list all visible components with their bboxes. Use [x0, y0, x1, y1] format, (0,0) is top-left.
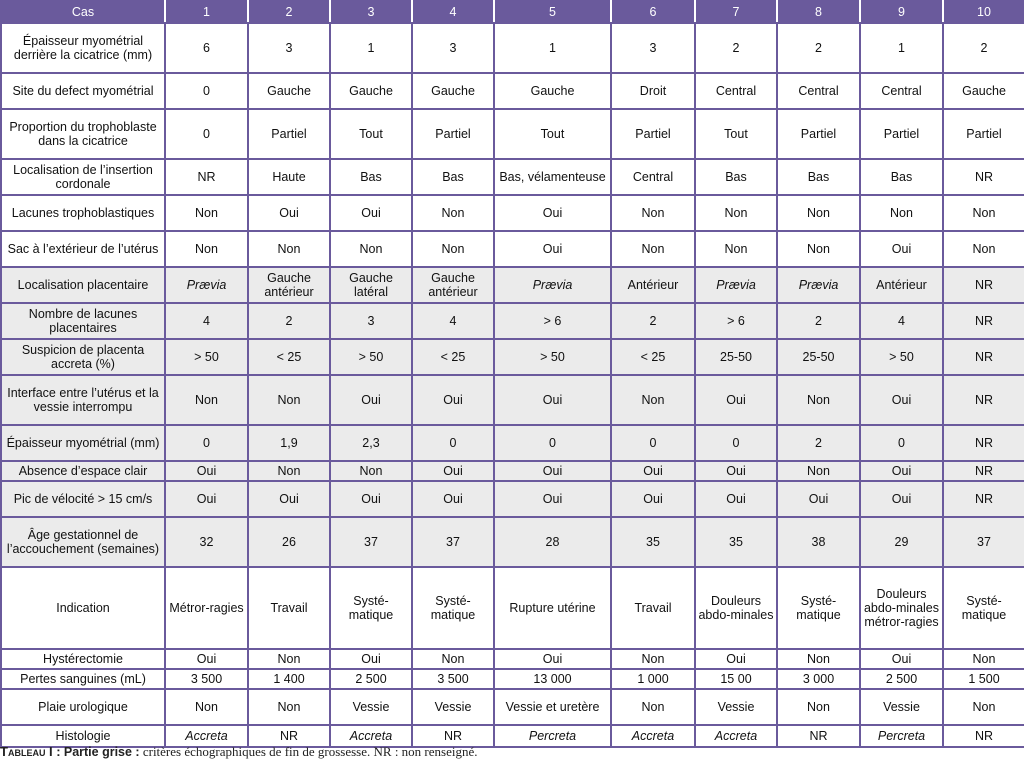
table-cell: Non: [248, 375, 330, 425]
table-cell: Prævia: [165, 267, 248, 303]
table-cell: Oui: [494, 375, 611, 425]
row-label: Absence d’espace clair: [1, 461, 165, 481]
table-cell: Bas: [330, 159, 412, 195]
table-cell: Non: [248, 231, 330, 267]
table-cell: 35: [611, 517, 695, 567]
table-cell: 1 000: [611, 669, 695, 689]
header-cell: 2: [248, 1, 330, 23]
table-cell: 2 500: [860, 669, 943, 689]
table-cell: 1: [494, 23, 611, 73]
caption-label: Tableau I :: [0, 744, 61, 759]
table-row: [1, 669, 1024, 689]
table-cell: Vessie: [695, 689, 777, 725]
table-header-row: [1, 1, 1024, 23]
header-cell: 6: [611, 1, 695, 23]
row-label: Site du defect myométrial: [1, 73, 165, 109]
table-caption: [0, 744, 1024, 760]
table-cell: Oui: [165, 649, 248, 669]
table-cell: 3 000: [777, 669, 860, 689]
table-row: [1, 303, 1024, 339]
table-row: [1, 517, 1024, 567]
table-cell: Antérieur: [860, 267, 943, 303]
table-row: [1, 567, 1024, 649]
table-cell: Oui: [330, 375, 412, 425]
table-cell: Bas: [777, 159, 860, 195]
table-cell: Partiel: [860, 109, 943, 159]
table-cell: 4: [860, 303, 943, 339]
header-cell: Cas: [1, 1, 165, 23]
table-cell: Gauche antérieur: [248, 267, 330, 303]
caption-text: critères échographiques de fin de grossesse. NR : non renseigné.: [142, 744, 478, 759]
table-cell: 3: [412, 23, 494, 73]
table-cell: < 25: [412, 339, 494, 375]
table-cell: NR: [943, 725, 1024, 747]
table-cell: Systé-matique: [777, 567, 860, 649]
table-cell: Oui: [860, 231, 943, 267]
row-label: Nombre de lacunes placentaires: [1, 303, 165, 339]
table-row: [1, 267, 1024, 303]
table-cell: Vessie: [330, 689, 412, 725]
table-cell: 2 500: [330, 669, 412, 689]
table-cell: Gauche: [494, 73, 611, 109]
table-cell: Tout: [330, 109, 412, 159]
table-cell: NR: [943, 481, 1024, 517]
table-cell: Gauche: [943, 73, 1024, 109]
table-cell: 3 500: [412, 669, 494, 689]
table-cell: 25-50: [777, 339, 860, 375]
table-cell: Oui: [860, 481, 943, 517]
table-cell: 37: [412, 517, 494, 567]
table-cell: Antérieur: [611, 267, 695, 303]
table-cell: Douleurs abdo-minales: [695, 567, 777, 649]
table-cell: NR: [777, 725, 860, 747]
table-cell: Non: [611, 195, 695, 231]
table-cell: NR: [943, 303, 1024, 339]
table-cell: Prævia: [494, 267, 611, 303]
table-cell: 3: [330, 303, 412, 339]
table-cell: 2: [777, 303, 860, 339]
table-cell: < 25: [248, 339, 330, 375]
table-cell: Partiel: [943, 109, 1024, 159]
table-cell: Haute: [248, 159, 330, 195]
table-body: [1, 23, 1024, 747]
table-row: [1, 109, 1024, 159]
table-cell: Oui: [412, 375, 494, 425]
table-cell: Accreta: [330, 725, 412, 747]
table-cell: Douleurs abdo-minales métror-ragies: [860, 567, 943, 649]
table-cell: Oui: [412, 461, 494, 481]
header-cell: 4: [412, 1, 494, 23]
table-cell: Rupture utérine: [494, 567, 611, 649]
table-cell: NR: [412, 725, 494, 747]
table-cell: Partiel: [611, 109, 695, 159]
table-cell: Oui: [330, 649, 412, 669]
table-cell: Prævia: [695, 267, 777, 303]
table-cell: 2: [248, 303, 330, 339]
table-cell: Systé-matique: [330, 567, 412, 649]
table-row: [1, 231, 1024, 267]
table-row: [1, 23, 1024, 73]
table-cell: Oui: [248, 195, 330, 231]
table-cell: Vessie: [860, 689, 943, 725]
table-cell: Non: [330, 231, 412, 267]
table-cell: > 50: [330, 339, 412, 375]
table-cell: 0: [412, 425, 494, 461]
table-cell: 13 000: [494, 669, 611, 689]
table-row: [1, 159, 1024, 195]
table-cell: NR: [943, 461, 1024, 481]
table-row: [1, 689, 1024, 725]
table-cell: NR: [943, 159, 1024, 195]
table-cell: Travail: [611, 567, 695, 649]
table-cell: NR: [943, 425, 1024, 461]
table-cell: Central: [860, 73, 943, 109]
table-cell: 1 500: [943, 669, 1024, 689]
table-cell: Accreta: [165, 725, 248, 747]
row-label: Histologie: [1, 725, 165, 747]
table-cell: 3 500: [165, 669, 248, 689]
table-cell: 25-50: [695, 339, 777, 375]
table-cell: Non: [777, 689, 860, 725]
table-cell: Gauche: [412, 73, 494, 109]
table-cell: 38: [777, 517, 860, 567]
header-cell: 10: [943, 1, 1024, 23]
table-cell: Oui: [860, 375, 943, 425]
table-cell: Non: [330, 461, 412, 481]
header-cell: 7: [695, 1, 777, 23]
table-cell: Non: [777, 461, 860, 481]
table-cell: Bas: [860, 159, 943, 195]
header-cell: 9: [860, 1, 943, 23]
table-cell: 37: [943, 517, 1024, 567]
table-row: [1, 339, 1024, 375]
table-cell: Partiel: [412, 109, 494, 159]
table-cell: Métror-ragies: [165, 567, 248, 649]
caption-bold-text: Partie grise :: [63, 745, 140, 759]
table-cell: 0: [860, 425, 943, 461]
table-cell: Accreta: [611, 725, 695, 747]
table-cell: Oui: [494, 231, 611, 267]
table-cell: 1,9: [248, 425, 330, 461]
table-cell: Non: [248, 689, 330, 725]
table-cell: Oui: [165, 461, 248, 481]
table-cell: Central: [611, 159, 695, 195]
table-cell: > 50: [860, 339, 943, 375]
table-cell: > 50: [494, 339, 611, 375]
header-cell: 8: [777, 1, 860, 23]
row-label: Localisation placentaire: [1, 267, 165, 303]
table-cell: Partiel: [777, 109, 860, 159]
table-cell: 2: [777, 23, 860, 73]
table-cell: Oui: [494, 481, 611, 517]
table-cell: NR: [165, 159, 248, 195]
table-cell: Non: [611, 689, 695, 725]
table-row: [1, 195, 1024, 231]
table-cell: Non: [248, 461, 330, 481]
table-cell: Vessie et uretère: [494, 689, 611, 725]
table-cell: Bas: [412, 159, 494, 195]
table-row: [1, 73, 1024, 109]
table-cell: Non: [695, 195, 777, 231]
table-cell: 3: [611, 23, 695, 73]
table-cell: 2: [777, 425, 860, 461]
table-cell: NR: [943, 267, 1024, 303]
row-label: Lacunes trophoblastiques: [1, 195, 165, 231]
table-row: [1, 375, 1024, 425]
table-cell: Non: [248, 649, 330, 669]
table-cell: 2: [695, 23, 777, 73]
table-cell: Non: [777, 195, 860, 231]
table-row: [1, 481, 1024, 517]
table-cell: Non: [165, 195, 248, 231]
table-cell: Bas: [695, 159, 777, 195]
table-cell: Non: [611, 649, 695, 669]
row-label: Interface entre l’utérus et la vessie interrompu: [1, 375, 165, 425]
table-cell: Gauche: [330, 73, 412, 109]
table-cell: Oui: [494, 195, 611, 231]
table-cell: Non: [412, 649, 494, 669]
table-cell: 0: [695, 425, 777, 461]
table-cell: 0: [494, 425, 611, 461]
table-cell: > 6: [494, 303, 611, 339]
table-cell: 0: [165, 109, 248, 159]
table-cell: Systé-matique: [943, 567, 1024, 649]
row-label: Sac à l’extérieur de l’utérus: [1, 231, 165, 267]
table-cell: Oui: [165, 481, 248, 517]
table-cell: Percreta: [494, 725, 611, 747]
table-cell: 6: [165, 23, 248, 73]
table-cell: Oui: [611, 481, 695, 517]
row-label: Hystérectomie: [1, 649, 165, 669]
table-cell: 1: [330, 23, 412, 73]
table-cell: Oui: [860, 461, 943, 481]
table-cell: Oui: [611, 461, 695, 481]
table-cell: Systé-matique: [412, 567, 494, 649]
table-cell: < 25: [611, 339, 695, 375]
table-cell: Non: [943, 649, 1024, 669]
table-cell: Accreta: [695, 725, 777, 747]
table-cell: Oui: [330, 481, 412, 517]
table-cell: Tout: [494, 109, 611, 159]
table-row: [1, 425, 1024, 461]
table-cell: Non: [860, 195, 943, 231]
table-cell: Non: [412, 195, 494, 231]
table-cell: Gauche antérieur: [412, 267, 494, 303]
table-cell: Droit: [611, 73, 695, 109]
table-cell: 0: [165, 73, 248, 109]
row-label: Pertes sanguines (mL): [1, 669, 165, 689]
table-cell: Oui: [330, 195, 412, 231]
table-cell: Oui: [248, 481, 330, 517]
row-label: Proportion du trophoblaste dans la cicatrice: [1, 109, 165, 159]
row-label: Âge gestationnel de l’accouchement (semaines): [1, 517, 165, 567]
table-cell: Non: [412, 231, 494, 267]
table-cell: Non: [943, 689, 1024, 725]
row-label: Pic de vélocité > 15 cm/s: [1, 481, 165, 517]
table-cell: Non: [943, 195, 1024, 231]
table-cell: Oui: [412, 481, 494, 517]
table-cell: 4: [165, 303, 248, 339]
table-cell: 15 00: [695, 669, 777, 689]
table-cell: Non: [611, 231, 695, 267]
table-cell: Tout: [695, 109, 777, 159]
header-cell: 1: [165, 1, 248, 23]
row-label: Suspicion de placenta accreta (%): [1, 339, 165, 375]
row-label: Épaisseur myométrial (mm): [1, 425, 165, 461]
table-cell: Non: [165, 231, 248, 267]
table-cell: 2: [943, 23, 1024, 73]
table-cell: Oui: [695, 649, 777, 669]
table-cell: NR: [943, 339, 1024, 375]
row-label: Épaisseur myométrial derrière la cicatrice (mm): [1, 23, 165, 73]
table-cell: 0: [611, 425, 695, 461]
table-cell: Bas, vélamenteuse: [494, 159, 611, 195]
header-cell: 5: [494, 1, 611, 23]
table-cell: Non: [943, 231, 1024, 267]
table-cell: Non: [611, 375, 695, 425]
table-cell: Oui: [695, 461, 777, 481]
table-cell: Non: [777, 231, 860, 267]
table-cell: Oui: [695, 481, 777, 517]
table-cell: NR: [248, 725, 330, 747]
table-cell: Non: [165, 689, 248, 725]
table-cell: Gauche latéral: [330, 267, 412, 303]
table-cell: Oui: [494, 461, 611, 481]
table-cell: 35: [695, 517, 777, 567]
table-cell: Oui: [695, 375, 777, 425]
table-cell: Non: [777, 375, 860, 425]
table-cell: Central: [695, 73, 777, 109]
table-cell: 28: [494, 517, 611, 567]
table-cell: Percreta: [860, 725, 943, 747]
table-cell: Oui: [777, 481, 860, 517]
header-cell: 3: [330, 1, 412, 23]
table-cell: > 6: [695, 303, 777, 339]
table-cell: Non: [695, 231, 777, 267]
table-cell: NR: [943, 375, 1024, 425]
table-cell: Vessie: [412, 689, 494, 725]
table-cell: Central: [777, 73, 860, 109]
table-cell: > 50: [165, 339, 248, 375]
table-cell: 29: [860, 517, 943, 567]
table-cell: 3: [248, 23, 330, 73]
table-cell: 37: [330, 517, 412, 567]
table-cell: Gauche: [248, 73, 330, 109]
table-cell: Travail: [248, 567, 330, 649]
table-cell: 26: [248, 517, 330, 567]
row-label: Localisation de l’insertion cordonale: [1, 159, 165, 195]
table-row: [1, 461, 1024, 481]
table-cell: 1 400: [248, 669, 330, 689]
table-cell: Prævia: [777, 267, 860, 303]
table-cell: 0: [165, 425, 248, 461]
table-cell: 1: [860, 23, 943, 73]
table-row: [1, 649, 1024, 669]
table-cell: 32: [165, 517, 248, 567]
table-cell: Non: [777, 649, 860, 669]
row-label: Plaie urologique: [1, 689, 165, 725]
row-label: Indication: [1, 567, 165, 649]
table-cell: 4: [412, 303, 494, 339]
table-cell: Oui: [860, 649, 943, 669]
table-cell: 2,3: [330, 425, 412, 461]
table-cell: Partiel: [248, 109, 330, 159]
table-cell: Oui: [494, 649, 611, 669]
table-cell: Non: [165, 375, 248, 425]
table-cell: 2: [611, 303, 695, 339]
